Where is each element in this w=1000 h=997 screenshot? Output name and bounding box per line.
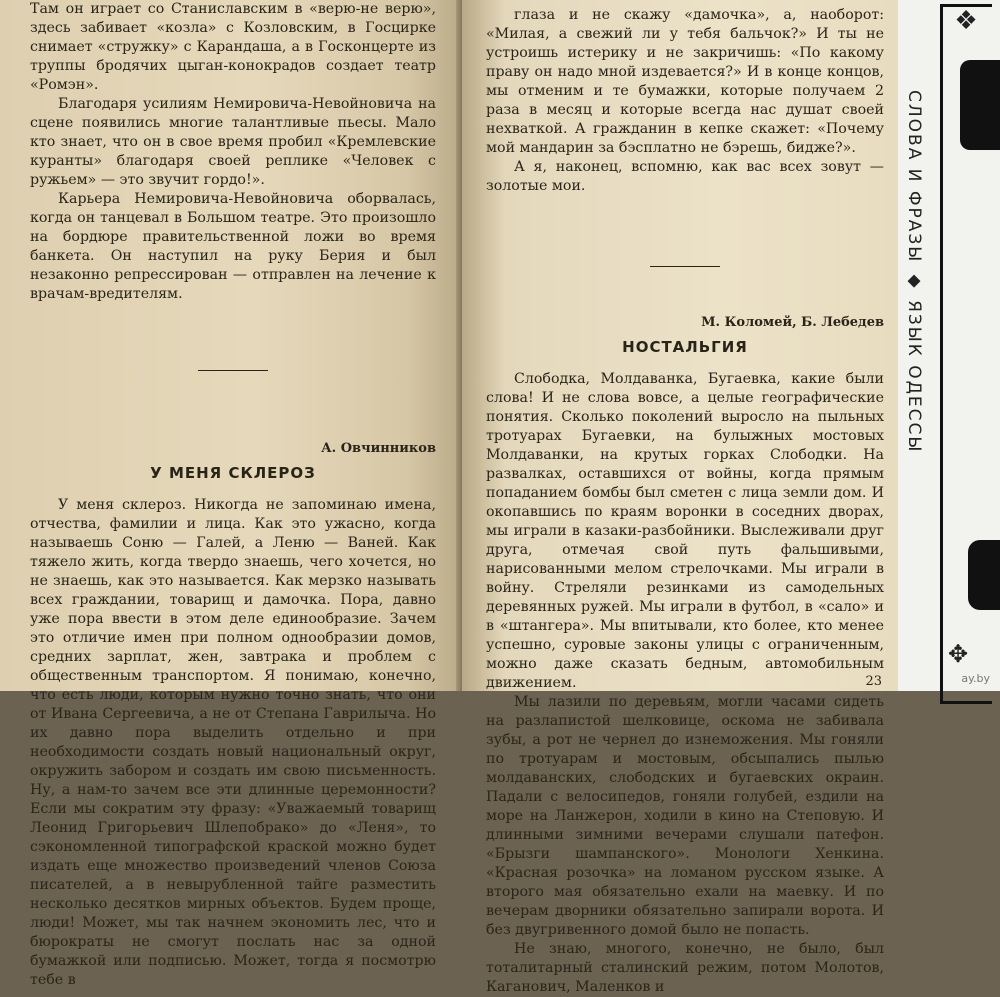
right-paragraph: Слободка, Молдаванка, Бугаевка, какие были слова! И не слова вовсе, а целые географические понятия. Сколько поколений выросло на пыльных тротуарах Бугаевки, на булыжных мостовых Молдаванки, на крутых горках Слободки. На развалках, оставшихся от войны, когда прямым попаданием бомбы был сметен с лица земли дом. И окопавшись по краям воронки в соседних дворах, мы играли в казаки-разбойники. Выслеживали друг друга, отмечая свой путь фальшивыми, нарисованными мелом стрелочками. Мы играли в войну. Стреляли резинками из самодельных деревянных ружей. Мы играли в футбол, в «сало» и в «штангера». Мы впитывали, кто более, кто менее успешно, суровые законы улицы с ограниченным, можно даже сказать бедным, автомобильным движением. <box>486 371 884 691</box>
left-paragraph: Карьера Немировича-Невойновича оборвалась, когда он танцевал в Большом театре. Это произошло на бордюре правительственной ложи во время банкета. Он наступил на руку Берия и был незаконно репрессирован — отправлен на лечение к врачам-вредителям. <box>30 191 436 302</box>
story-title: У МЕНЯ СКЛЕРОЗ <box>150 464 316 482</box>
story-author: М. Коломей, Б. Лебедев <box>701 315 884 330</box>
section-divider <box>198 370 268 371</box>
page-number: 23 <box>865 674 882 689</box>
story-author: А. Овчинников <box>321 441 436 456</box>
right-paragraph: А я, наконец, вспомню, как вас всех зовут — золотые мои. <box>486 159 884 194</box>
story-title: НОСТАЛЬГИЯ <box>622 338 748 356</box>
right-paragraph: Не знаю, многого, конечно, не было, был тоталитарный сталинский режим, потом Молотов, Каганович, Маленков и <box>486 941 884 995</box>
ornament-icon: ✥ <box>948 640 969 668</box>
watermark: ay.by <box>961 672 990 685</box>
right-page <box>462 0 898 995</box>
section-divider <box>650 266 720 267</box>
book-cover <box>898 0 1000 691</box>
left-page <box>0 0 462 988</box>
left-paragraph: Благодаря усилиям Немировича-Невойновича на сцене появились многие талантливые пьесы. Мало кто знает, что он в свое время пробил «Кремлевские куранты» благодаря своей реплике «Человек с ружьем» — это звучит гордо!». <box>30 96 436 188</box>
ornament-icon: ❖ <box>954 6 978 36</box>
cover-graphic <box>960 60 1000 150</box>
left-paragraph: Там он играет со Станиславским в «верю-не верю», здесь забивает «козла» с Козловским, в Госцирке снимает «стружку» с Карандаша, а в Госконцерте из труппы бродячих цыган-конокрадов создает театр «Ромэн». <box>30 1 436 93</box>
right-paragraph: глаза и не скажу «дамочка», а, наоборот: «Милая, а свежий ли у тебя бальчок?» И ты не устроишь истерику и не закричишь: «По какому праву он надо мной издевается?» И в конце концов, мы отменим и те бумажки, которые получаем 2 раза в месяц и которые всегда нас душат своей нехваткой. А гражданин в кепке скажет: «Почему мой мандарин за бэсплатно не бэрешь, бидже?». <box>486 7 884 156</box>
cover-title: СЛОВА И ФРАЗЫ ◆ ЯЗЫК ОДЕССЫ <box>904 90 924 454</box>
right-paragraph: Мы лазили по деревьям, могли часами сидеть на разлапистой шелковице, оскома не забивала зубы, а рот не чернел до изнеможения. Мы гоняли по тротуарам и мостовым, обсыпались пылью молдаванских, слободских и бугаевских окраин. Падали с велосипедов, гоняли голубей, ездили на море на Ланжерон, ходили в кино на Степовую. И длинными зимними вечерами слушали патефон. «Брызги шампанского». Монологи Хенкина. «Красная розочка» на ломаном русском языке. А второго мая обязательно ехали на маевку. И по вечерам дворники обязательно запирали ворота. И без двугривенного домой было не попасть. <box>486 694 884 938</box>
left-paragraph: У меня склероз. Никогда не запоминаю имена, отчества, фамилии и лица. Как это ужасно, когда называешь Соню — Галей, а Леню — Ваней. Как тяжело жить, когда твердо знаешь, чего хочется, но не знаешь, как это называется. Как мерзко называть всех граждании, товарищ и дамочка. Пора, давно уже пора ввести в этом деле единообразие. Зачем это отличие имен при полном однообразии домов, средних зарплат, жен, завтрака и проблем с общественным транспортом. Я понимаю, конечно, что есть люди, которым нужно точно знать, что они от Ивана Сергеевича, а не от Степана Гаврилыча. Но их давно пора выделить отдельно и при необходимости создать новый национальный округ, окружить забором и создать им свою письменность. Ну, а нам-то зачем все эти длинные церемонности? Если мы сократим эту фразу: «Уважаемый товарищ Леонид Григорьевич Шлепобрако» до «Леня», то сэкономленной типографской краской можно будет издать еще множество произведений членов Союза писателей, а в невырубленной тайге разместить несколько десятков мирных объектов. Будем проще, люди! Может, мы так начнем экономить лес, что и бюрократы не смогут послать нас за одной бумажкой или подписью. Может, тогда я посмотрю тебе в <box>30 497 436 988</box>
cover-graphic <box>968 540 1000 610</box>
